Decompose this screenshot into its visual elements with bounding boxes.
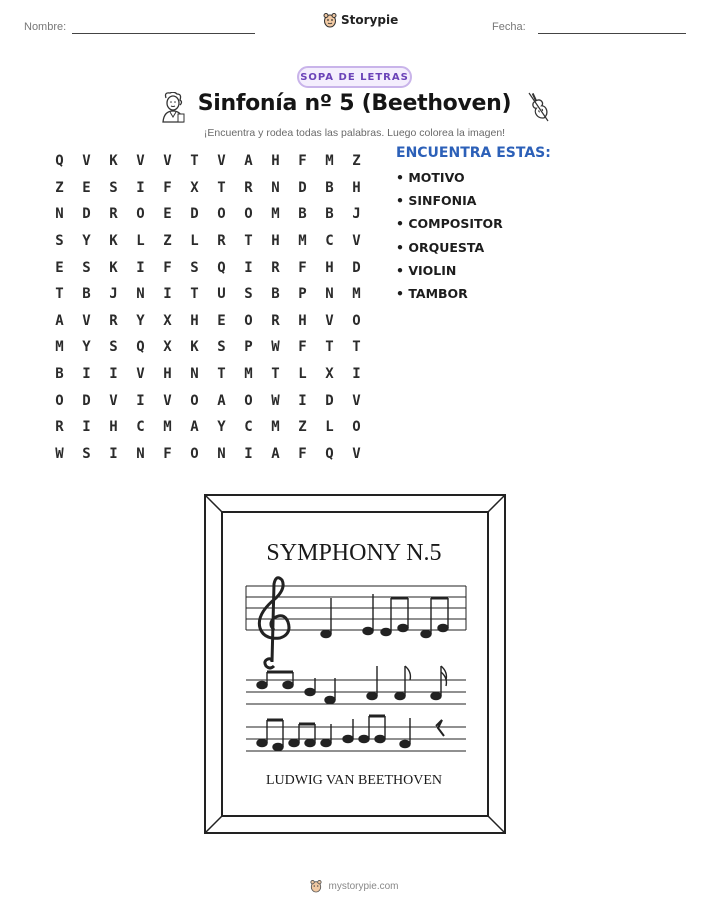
grid-letter[interactable]: R <box>55 419 64 436</box>
grid-letter[interactable]: V <box>352 233 361 250</box>
date-line[interactable] <box>538 33 686 34</box>
grid-letter[interactable]: O <box>190 445 199 462</box>
grid-letter[interactable]: X <box>163 312 172 329</box>
grid-letter[interactable]: H <box>109 419 118 436</box>
grid-row <box>46 334 370 361</box>
grid-row <box>46 414 370 441</box>
grid-letter[interactable]: T <box>190 286 199 303</box>
grid-letter[interactable]: F <box>298 339 307 356</box>
grid-letter[interactable]: D <box>190 206 199 223</box>
grid-letter[interactable]: C <box>244 419 253 436</box>
grid-letter[interactable]: I <box>82 366 91 383</box>
grid-letter[interactable]: Y <box>82 339 91 356</box>
grid-letter[interactable]: K <box>190 339 199 356</box>
grid-letter[interactable]: V <box>325 312 334 329</box>
grid-letter[interactable]: V <box>82 312 91 329</box>
grid-letter[interactable]: H <box>352 179 361 196</box>
grid-letter[interactable]: Z <box>352 153 361 170</box>
grid-letter[interactable]: L <box>190 233 199 250</box>
grid-letter[interactable]: U <box>217 286 226 303</box>
grid-letter[interactable]: D <box>325 392 334 409</box>
grid-letter[interactable]: D <box>82 392 91 409</box>
page-title: Sinfonía nº 5 (Beethoven) <box>197 91 512 116</box>
word-list-item: • ORQUESTA <box>396 239 485 255</box>
grid-letter[interactable]: D <box>352 259 361 276</box>
grid-letter[interactable]: N <box>325 286 334 303</box>
grid-row <box>46 441 370 468</box>
grid-letter[interactable]: J <box>109 286 118 303</box>
grid-letter[interactable]: P <box>298 286 307 303</box>
word-list-item: • TAMBOR <box>396 285 468 301</box>
grid-letter[interactable]: I <box>109 445 118 462</box>
grid-letter[interactable]: H <box>271 153 280 170</box>
grid-letter[interactable]: V <box>163 153 172 170</box>
footer <box>0 879 709 893</box>
grid-letter[interactable]: Z <box>298 419 307 436</box>
grid-letter[interactable]: T <box>325 339 334 356</box>
grid-letter[interactable]: W <box>271 392 280 409</box>
grid-letter[interactable]: L <box>325 419 334 436</box>
grid-letter[interactable]: O <box>244 312 253 329</box>
grid-letter[interactable]: T <box>55 286 64 303</box>
grid-row <box>46 361 370 388</box>
storypie-mascot-icon <box>310 879 322 893</box>
grid-letter[interactable]: O <box>352 312 361 329</box>
grid-letter[interactable]: S <box>55 233 64 250</box>
grid-row <box>46 228 370 255</box>
grid-letter[interactable]: S <box>190 259 199 276</box>
grid-letter[interactable]: R <box>244 179 253 196</box>
word-list-item: • SINFONIA <box>396 193 477 209</box>
grid-letter[interactable]: T <box>352 339 361 356</box>
grid-letter[interactable]: C <box>136 419 145 436</box>
word-list-heading: ENCUENTRA ESTAS: <box>396 145 551 161</box>
grid-letter[interactable]: K <box>109 233 118 250</box>
grid-letter[interactable]: O <box>352 419 361 436</box>
grid-letter[interactable]: S <box>109 179 118 196</box>
grid-letter[interactable]: M <box>352 286 361 303</box>
grid-letter[interactable]: Q <box>55 153 64 170</box>
grid-letter[interactable]: B <box>82 286 91 303</box>
grid-letter[interactable]: F <box>298 259 307 276</box>
grid-letter[interactable]: M <box>271 206 280 223</box>
grid-letter[interactable]: M <box>163 419 172 436</box>
grid-letter[interactable]: K <box>109 153 118 170</box>
grid-letter[interactable]: M <box>271 419 280 436</box>
coloring-picture[interactable] <box>204 494 506 838</box>
grid-letter[interactable]: B <box>298 206 307 223</box>
grid-letter[interactable]: H <box>298 312 307 329</box>
grid-letter[interactable]: S <box>244 286 253 303</box>
violin-icon <box>526 90 552 128</box>
grid-letter[interactable]: S <box>217 339 226 356</box>
picture-heading: SYMPHONY N.5 <box>266 540 442 566</box>
grid-letter[interactable]: I <box>109 366 118 383</box>
grid-letter[interactable]: B <box>325 206 334 223</box>
grid-letter[interactable]: I <box>163 286 172 303</box>
grid-letter[interactable]: M <box>325 153 334 170</box>
word-search-grid[interactable] <box>46 148 370 467</box>
grid-letter[interactable]: R <box>271 259 280 276</box>
grid-letter[interactable]: R <box>109 206 118 223</box>
grid-letter[interactable]: W <box>55 445 64 462</box>
date-label: Fecha: <box>492 21 526 33</box>
grid-letter[interactable]: L <box>298 366 307 383</box>
grid-letter[interactable]: V <box>136 366 145 383</box>
grid-letter[interactable]: B <box>325 179 334 196</box>
grid-letter[interactable]: B <box>55 366 64 383</box>
grid-letter[interactable]: X <box>190 179 199 196</box>
grid-letter[interactable]: Q <box>325 445 334 462</box>
storypie-mascot-icon <box>323 12 337 28</box>
grid-letter[interactable]: X <box>325 366 334 383</box>
grid-letter[interactable]: A <box>244 153 253 170</box>
grid-letter[interactable]: S <box>82 259 91 276</box>
grid-row <box>46 201 370 228</box>
grid-letter[interactable]: F <box>298 153 307 170</box>
grid-letter[interactable]: F <box>163 445 172 462</box>
grid-letter[interactable]: A <box>271 445 280 462</box>
grid-letter[interactable]: B <box>271 286 280 303</box>
grid-letter[interactable]: T <box>244 233 253 250</box>
grid-letter[interactable]: C <box>325 233 334 250</box>
grid-letter[interactable]: I <box>352 366 361 383</box>
word-list-item: • MOTIVO <box>396 170 465 185</box>
grid-letter[interactable]: A <box>190 419 199 436</box>
grid-letter[interactable]: O <box>136 206 145 223</box>
grid-letter[interactable]: I <box>136 392 145 409</box>
word-list-item: • VIOLIN <box>396 262 457 278</box>
picture-caption: LUDWIG VAN BEETHOVEN <box>265 773 443 788</box>
grid-letter[interactable]: V <box>163 392 172 409</box>
grid-letter[interactable]: Y <box>136 312 145 329</box>
grid-letter[interactable]: R <box>217 233 226 250</box>
grid-letter[interactable]: A <box>217 392 226 409</box>
grid-letter[interactable]: T <box>190 153 199 170</box>
grid-letter[interactable]: F <box>163 259 172 276</box>
grid-letter[interactable]: V <box>82 153 91 170</box>
grid-letter[interactable]: T <box>217 179 226 196</box>
grid-letter[interactable]: N <box>136 445 145 462</box>
grid-row <box>46 281 370 308</box>
grid-letter[interactable]: O <box>244 206 253 223</box>
grid-letter[interactable]: X <box>163 339 172 356</box>
grid-letter[interactable]: I <box>82 419 91 436</box>
brand-name: Storypie <box>341 13 399 27</box>
grid-letter[interactable]: A <box>55 312 64 329</box>
grid-letter[interactable]: M <box>55 339 64 356</box>
grid-letter[interactable]: N <box>271 179 280 196</box>
grid-letter[interactable]: K <box>109 259 118 276</box>
grid-letter[interactable]: E <box>82 179 91 196</box>
grid-letter[interactable]: E <box>55 259 64 276</box>
grid-letter[interactable]: Q <box>136 339 145 356</box>
grid-letter[interactable]: P <box>244 339 253 356</box>
grid-letter[interactable]: D <box>298 179 307 196</box>
grid-letter[interactable]: F <box>163 179 172 196</box>
grid-letter[interactable]: I <box>244 259 253 276</box>
grid-letter[interactable]: I <box>244 445 253 462</box>
grid-letter[interactable]: V <box>217 153 226 170</box>
grid-letter[interactable]: I <box>136 179 145 196</box>
grid-letter[interactable]: H <box>163 366 172 383</box>
grid-letter[interactable]: H <box>325 259 334 276</box>
grid-letter[interactable]: R <box>109 312 118 329</box>
grid-letter[interactable]: O <box>55 392 64 409</box>
grid-letter[interactable]: Z <box>55 179 64 196</box>
grid-letter[interactable]: H <box>190 312 199 329</box>
grid-letter[interactable]: Z <box>163 233 172 250</box>
grid-letter[interactable]: V <box>352 445 361 462</box>
grid-letter[interactable]: S <box>82 445 91 462</box>
grid-row <box>46 148 370 175</box>
grid-letter[interactable]: W <box>271 339 280 356</box>
grid-row <box>46 308 370 335</box>
grid-letter[interactable]: D <box>82 206 91 223</box>
grid-letter[interactable]: O <box>244 392 253 409</box>
grid-letter[interactable]: Y <box>82 233 91 250</box>
grid-letter[interactable]: J <box>352 206 361 223</box>
grid-letter[interactable]: Q <box>217 259 226 276</box>
grid-row <box>46 387 370 414</box>
grid-letter[interactable]: T <box>271 366 280 383</box>
grid-letter[interactable]: V <box>109 392 118 409</box>
instructions: ¡Encuentra y rodea todas las palabras. Luego colorea la imagen! <box>203 127 506 139</box>
name-line[interactable] <box>72 33 255 34</box>
grid-letter[interactable]: M <box>244 366 253 383</box>
name-label: Nombre: <box>24 21 67 33</box>
grid-letter[interactable]: S <box>109 339 118 356</box>
footer-url[interactable]: mystorypie.com <box>328 880 399 892</box>
grid-letter[interactable]: N <box>136 286 145 303</box>
grid-letter[interactable]: T <box>217 366 226 383</box>
grid-letter[interactable]: V <box>136 153 145 170</box>
grid-row <box>46 254 370 281</box>
grid-letter[interactable]: F <box>298 445 307 462</box>
grid-letter[interactable]: Y <box>217 419 226 436</box>
word-list <box>396 170 503 309</box>
grid-letter[interactable]: I <box>298 392 307 409</box>
grid-letter[interactable]: O <box>190 392 199 409</box>
grid-letter[interactable]: N <box>190 366 199 383</box>
grid-letter[interactable]: R <box>271 312 280 329</box>
grid-letter[interactable]: V <box>352 392 361 409</box>
grid-letter[interactable]: E <box>217 312 226 329</box>
brand-logo <box>323 12 398 28</box>
grid-letter[interactable]: N <box>217 445 226 462</box>
grid-letter[interactable]: H <box>271 233 280 250</box>
grid-letter[interactable]: O <box>217 206 226 223</box>
grid-letter[interactable]: I <box>136 259 145 276</box>
grid-letter[interactable]: N <box>55 206 64 223</box>
worksheet-type-badge: SOPA DE LETRAS <box>297 66 412 88</box>
word-list-item: • COMPOSITOR <box>396 216 503 232</box>
grid-letter[interactable]: M <box>298 233 307 250</box>
grid-letter[interactable]: E <box>163 206 172 223</box>
worksheet-header <box>0 0 709 40</box>
grid-letter[interactable]: L <box>136 233 145 250</box>
grid-row <box>46 175 370 202</box>
